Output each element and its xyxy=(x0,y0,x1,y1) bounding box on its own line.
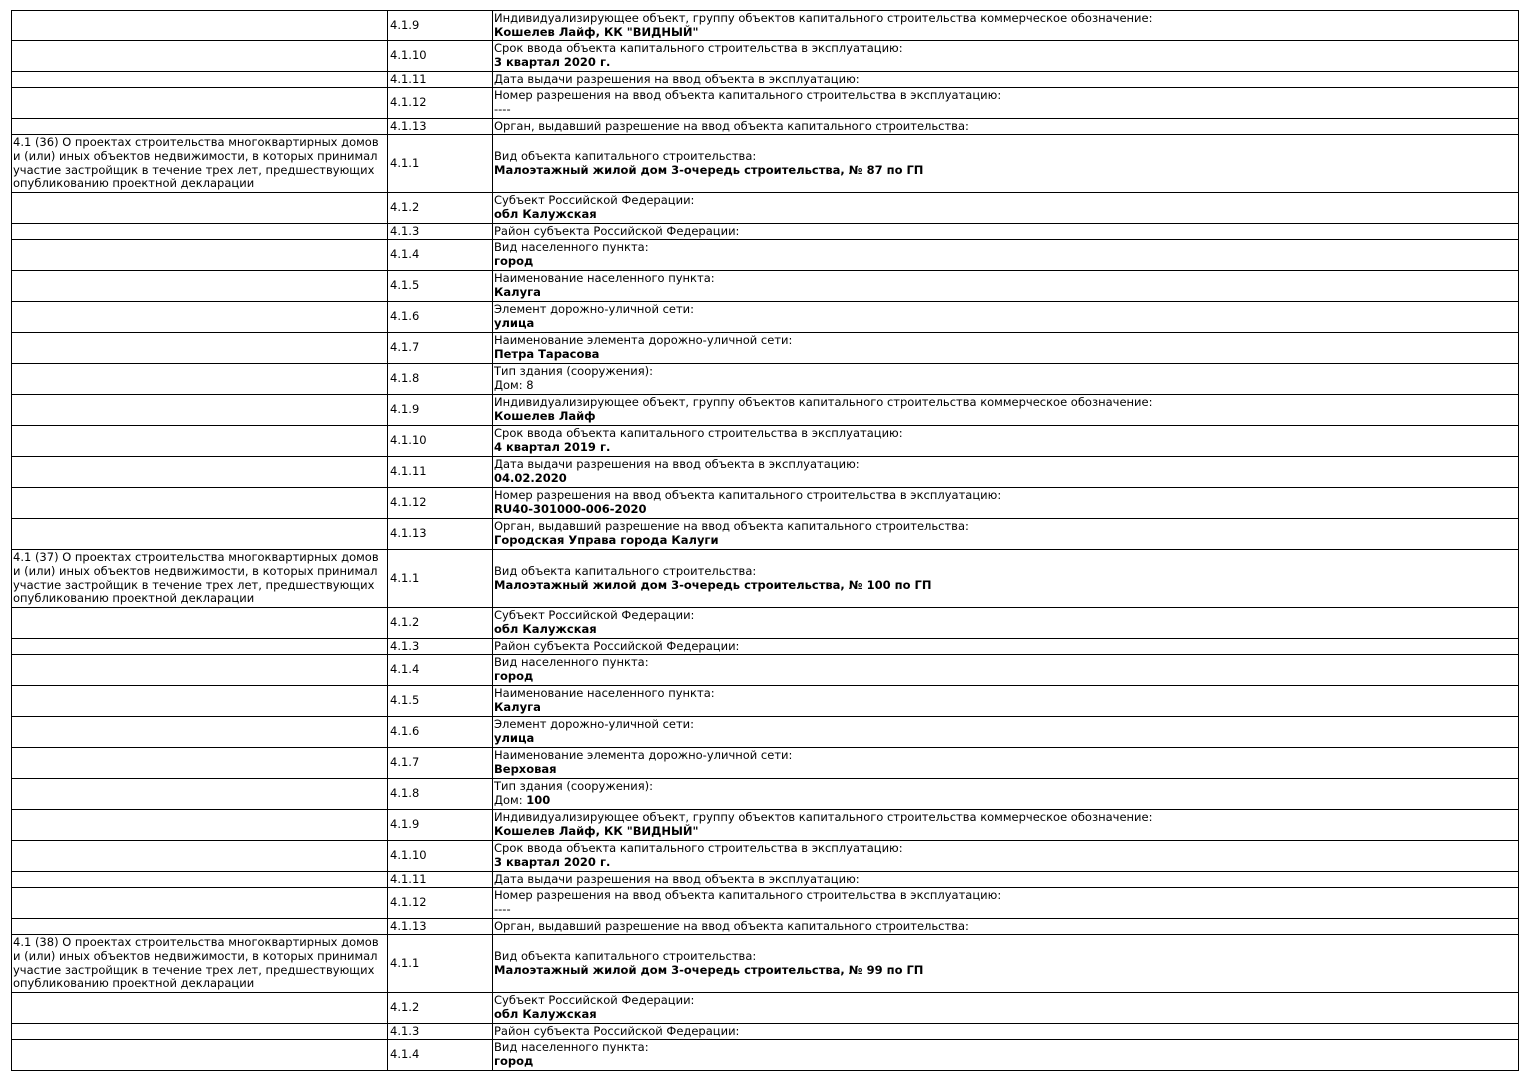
table-row xyxy=(12,119,1519,135)
table-row xyxy=(12,88,1519,119)
item-label: Субъект Российской Федерации: xyxy=(494,993,695,1008)
item-label: Наименование населенного пункта: xyxy=(494,686,715,701)
item-value: 04.02.2020 xyxy=(494,471,567,485)
section-cell xyxy=(12,717,388,748)
section-cell xyxy=(12,993,388,1024)
item-content xyxy=(493,993,1519,1024)
section-cell xyxy=(12,872,388,888)
item-code: 4.1.4 xyxy=(388,1040,493,1071)
item-code: 4.1.10 xyxy=(388,41,493,72)
table-row xyxy=(12,395,1519,426)
item-code: 4.1.2 xyxy=(388,608,493,639)
section-cell xyxy=(12,1040,388,1071)
item-content xyxy=(493,88,1519,119)
item-label: Вид населенного пункта: xyxy=(494,655,649,670)
item-label: Тип здания (сооружения): xyxy=(494,779,654,794)
table-row xyxy=(12,457,1519,488)
section-cell xyxy=(12,608,388,639)
item-code: 4.1.5 xyxy=(388,686,493,717)
item-content xyxy=(493,457,1519,488)
item-value: Малоэтажный жилой дом 3-очередь строительства, № 99 по ГП xyxy=(494,962,924,977)
table-row xyxy=(12,519,1519,550)
item-value: 3 квартал 2020 г. xyxy=(494,55,611,69)
item-content xyxy=(493,72,1519,88)
item-value: обл Калужская xyxy=(494,207,597,221)
item-code: 4.1.9 xyxy=(388,11,493,41)
table-row xyxy=(12,655,1519,686)
table-row xyxy=(12,748,1519,779)
item-value-prefix: Дом: xyxy=(494,793,527,807)
section-cell xyxy=(12,655,388,686)
table-row xyxy=(12,888,1519,919)
item-value: обл Калужская xyxy=(494,1007,597,1021)
item-label: Элемент дорожно-уличной сети: xyxy=(494,717,695,732)
table-row xyxy=(12,224,1519,240)
item-value: Кошелев Лайф, КК "ВИДНЫЙ" xyxy=(494,24,699,39)
item-content xyxy=(493,11,1519,41)
item-content xyxy=(493,639,1519,655)
table-row xyxy=(12,841,1519,872)
table-row xyxy=(12,11,1519,41)
item-value: Городская Управа города Калуги xyxy=(494,533,719,547)
table-row xyxy=(12,302,1519,333)
declaration-rows xyxy=(12,11,1519,1071)
item-content xyxy=(493,395,1519,426)
section-cell xyxy=(12,302,388,333)
item-code: 4.1.7 xyxy=(388,748,493,779)
item-content xyxy=(493,119,1519,135)
item-label: Индивидуализирующее объект, группу объектов капитального строительства коммерческое обозначение: xyxy=(494,810,1153,825)
section-cell xyxy=(12,748,388,779)
item-code: 4.1.3 xyxy=(388,639,493,655)
table-row xyxy=(12,993,1519,1024)
item-code: 4.1.12 xyxy=(388,88,493,119)
item-label: Район субъекта Российской Федерации: xyxy=(494,1023,740,1038)
item-value: город xyxy=(494,669,534,683)
section-cell xyxy=(12,88,388,119)
item-content xyxy=(493,935,1519,993)
item-code: 4.1.1 xyxy=(388,550,493,608)
section-cell xyxy=(12,333,388,364)
item-value: обл Калужская xyxy=(494,622,597,636)
item-content xyxy=(493,426,1519,457)
item-value: город xyxy=(494,1054,534,1068)
item-label: Вид населенного пункта: xyxy=(494,240,649,255)
declaration-table xyxy=(11,10,1519,1071)
item-content xyxy=(493,1024,1519,1040)
item-value: Калуга xyxy=(494,700,541,714)
item-content xyxy=(493,779,1519,810)
table-row xyxy=(12,608,1519,639)
item-content xyxy=(493,519,1519,550)
item-code: 4.1.5 xyxy=(388,271,493,302)
item-label: Орган, выдавший разрешение на ввод объекта капитального строительства: xyxy=(494,519,969,534)
table-row xyxy=(12,686,1519,717)
section-cell xyxy=(12,271,388,302)
item-label: Наименование элемента дорожно-уличной сети: xyxy=(494,748,793,763)
item-code: 4.1.8 xyxy=(388,364,493,395)
item-label: Район субъекта Российской Федерации: xyxy=(494,223,740,238)
item-value: 3 квартал 2020 г. xyxy=(494,855,611,869)
item-label: Срок ввода объекта капитального строительства в эксплуатацию: xyxy=(494,426,903,441)
item-content xyxy=(493,872,1519,888)
section-cell xyxy=(12,193,388,224)
section-cell xyxy=(12,41,388,72)
item-value: Кошелев Лайф, КК "ВИДНЫЙ" xyxy=(494,824,699,838)
table-row xyxy=(12,333,1519,364)
section-cell xyxy=(12,224,388,240)
item-content xyxy=(493,333,1519,364)
section-cell xyxy=(12,72,388,88)
item-content xyxy=(493,302,1519,333)
item-code: 4.1.1 xyxy=(388,135,493,193)
item-value: 8 xyxy=(526,378,534,392)
item-code: 4.1.9 xyxy=(388,395,493,426)
item-label: Номер разрешения на ввод объекта капитального строительства в эксплуатацию: xyxy=(494,88,1002,103)
section-cell: 4.1 (36) О проектах строительства многоквартирных домов и (или) иных объектов недвижимости, в которых принимал участие застройщик в течение трех лет, предшествующих опубликованию проектной декларации xyxy=(12,135,388,193)
table-row xyxy=(12,779,1519,810)
item-label: Индивидуализирующее объект, группу объектов капитального строительства коммерческое обозначение: xyxy=(494,395,1153,410)
section-cell xyxy=(12,639,388,655)
item-code: 4.1.13 xyxy=(388,519,493,550)
section-cell xyxy=(12,11,388,41)
table-row xyxy=(12,639,1519,655)
item-content xyxy=(493,488,1519,519)
item-value: Малоэтажный жилой дом 3-очередь строительства, № 100 по ГП xyxy=(494,577,932,592)
item-code: 4.1.1 xyxy=(388,935,493,993)
item-label: Дата выдачи разрешения на ввод объекта в эксплуатацию: xyxy=(494,71,860,86)
table-row xyxy=(12,1040,1519,1071)
section-cell xyxy=(12,457,388,488)
item-code: 4.1.4 xyxy=(388,655,493,686)
item-content xyxy=(493,841,1519,872)
table-row xyxy=(12,364,1519,395)
section-cell xyxy=(12,119,388,135)
table-row xyxy=(12,41,1519,72)
table-row xyxy=(12,488,1519,519)
item-code: 4.1.3 xyxy=(388,1024,493,1040)
item-content xyxy=(493,135,1519,193)
section-cell xyxy=(12,395,388,426)
item-value: улица xyxy=(494,316,535,330)
item-label: Орган, выдавший разрешение на ввод объекта капитального строительства: xyxy=(494,918,969,933)
item-content xyxy=(493,608,1519,639)
item-value: Верховая xyxy=(494,762,557,776)
item-code: 4.1.2 xyxy=(388,193,493,224)
item-code: 4.1.3 xyxy=(388,224,493,240)
item-code: 4.1.10 xyxy=(388,841,493,872)
item-value-prefix: Дом: xyxy=(494,378,527,392)
section-cell: 4.1 (37) О проектах строительства многоквартирных домов и (или) иных объектов недвижимости, в которых принимал участие застройщик в течение трех лет, предшествующих опубликованию проектной декларации xyxy=(12,550,388,608)
item-content xyxy=(493,888,1519,919)
item-content xyxy=(493,748,1519,779)
item-content xyxy=(493,41,1519,72)
item-code: 4.1.7 xyxy=(388,333,493,364)
item-label: Срок ввода объекта капитального строительства в эксплуатацию: xyxy=(494,41,903,56)
item-content xyxy=(493,717,1519,748)
item-content xyxy=(493,240,1519,271)
section-cell xyxy=(12,888,388,919)
item-content xyxy=(493,1040,1519,1071)
table-row xyxy=(12,550,1519,608)
item-label: Тип здания (сооружения): xyxy=(494,364,654,379)
item-code: 4.1.4 xyxy=(388,240,493,271)
item-code: 4.1.12 xyxy=(388,488,493,519)
item-value: Калуга xyxy=(494,285,541,299)
item-label: Номер разрешения на ввод объекта капитального строительства в эксплуатацию: xyxy=(494,888,1002,903)
item-value: Петра Тарасова xyxy=(494,347,600,361)
item-code: 4.1.13 xyxy=(388,119,493,135)
item-label: Вид объекта капитального строительства: xyxy=(494,948,757,963)
table-row xyxy=(12,135,1519,193)
table-row xyxy=(12,240,1519,271)
item-code: 4.1.8 xyxy=(388,779,493,810)
item-value: ---- xyxy=(494,902,511,916)
item-label: Вид населенного пункта: xyxy=(494,1040,649,1055)
table-row xyxy=(12,193,1519,224)
item-code: 4.1.13 xyxy=(388,919,493,935)
item-content xyxy=(493,919,1519,935)
section-cell: 4.1 (38) О проектах строительства многоквартирных домов и (или) иных объектов недвижимости, в которых принимал участие застройщик в течение трех лет, предшествующих опубликованию проектной декларации xyxy=(12,935,388,993)
item-label: Элемент дорожно-уличной сети: xyxy=(494,302,695,317)
item-label: Субъект Российской Федерации: xyxy=(494,608,695,623)
section-cell xyxy=(12,686,388,717)
item-value: Малоэтажный жилой дом 3-очередь строительства, № 87 по ГП xyxy=(494,162,924,177)
item-content xyxy=(493,193,1519,224)
item-code: 4.1.10 xyxy=(388,426,493,457)
item-code: 4.1.11 xyxy=(388,872,493,888)
item-label: Номер разрешения на ввод объекта капитального строительства в эксплуатацию: xyxy=(494,488,1002,503)
item-value: улица xyxy=(494,731,535,745)
item-code: 4.1.11 xyxy=(388,457,493,488)
section-cell xyxy=(12,779,388,810)
item-code: 4.1.9 xyxy=(388,810,493,841)
table-row xyxy=(12,426,1519,457)
table-row xyxy=(12,717,1519,748)
table-row xyxy=(12,919,1519,935)
section-cell xyxy=(12,810,388,841)
item-label: Вид объекта капитального строительства: xyxy=(494,148,757,163)
section-cell xyxy=(12,841,388,872)
item-label: Район субъекта Российской Федерации: xyxy=(494,638,740,653)
section-cell xyxy=(12,240,388,271)
table-row xyxy=(12,935,1519,993)
item-content xyxy=(493,810,1519,841)
item-value: 100 xyxy=(526,793,551,807)
item-code: 4.1.12 xyxy=(388,888,493,919)
item-value-line xyxy=(494,794,1517,808)
section-cell xyxy=(12,488,388,519)
section-cell xyxy=(12,426,388,457)
table-row xyxy=(12,872,1519,888)
section-cell xyxy=(12,519,388,550)
table-row xyxy=(12,810,1519,841)
table-row xyxy=(12,72,1519,88)
item-label: Субъект Российской Федерации: xyxy=(494,193,695,208)
item-value-line xyxy=(494,379,1517,393)
item-label: Вид объекта капитального строительства: xyxy=(494,563,757,578)
section-cell xyxy=(12,1024,388,1040)
item-label: Дата выдачи разрешения на ввод объекта в эксплуатацию: xyxy=(494,871,860,886)
item-label: Наименование населенного пункта: xyxy=(494,271,715,286)
item-value: ---- xyxy=(494,102,511,116)
item-content xyxy=(493,364,1519,395)
item-label: Дата выдачи разрешения на ввод объекта в эксплуатацию: xyxy=(494,457,860,472)
item-content xyxy=(493,550,1519,608)
item-label: Орган, выдавший разрешение на ввод объекта капитального строительства: xyxy=(494,118,969,133)
section-cell xyxy=(12,919,388,935)
item-value: город xyxy=(494,254,534,268)
item-value: Кошелев Лайф xyxy=(494,409,596,423)
item-code: 4.1.2 xyxy=(388,993,493,1024)
table-row xyxy=(12,271,1519,302)
item-label: Индивидуализирующее объект, группу объектов капитального строительства коммерческое обозначение: xyxy=(494,10,1153,25)
item-content xyxy=(493,224,1519,240)
item-content xyxy=(493,655,1519,686)
item-code: 4.1.6 xyxy=(388,717,493,748)
table-row xyxy=(12,1024,1519,1040)
item-code: 4.1.6 xyxy=(388,302,493,333)
item-content xyxy=(493,686,1519,717)
section-cell xyxy=(12,364,388,395)
item-label: Срок ввода объекта капитального строительства в эксплуатацию: xyxy=(494,841,903,856)
item-code: 4.1.11 xyxy=(388,72,493,88)
item-label: Наименование элемента дорожно-уличной сети: xyxy=(494,333,793,348)
item-value: RU40-301000-006-2020 xyxy=(494,502,647,516)
item-value: 4 квартал 2019 г. xyxy=(494,440,611,454)
item-content xyxy=(493,271,1519,302)
